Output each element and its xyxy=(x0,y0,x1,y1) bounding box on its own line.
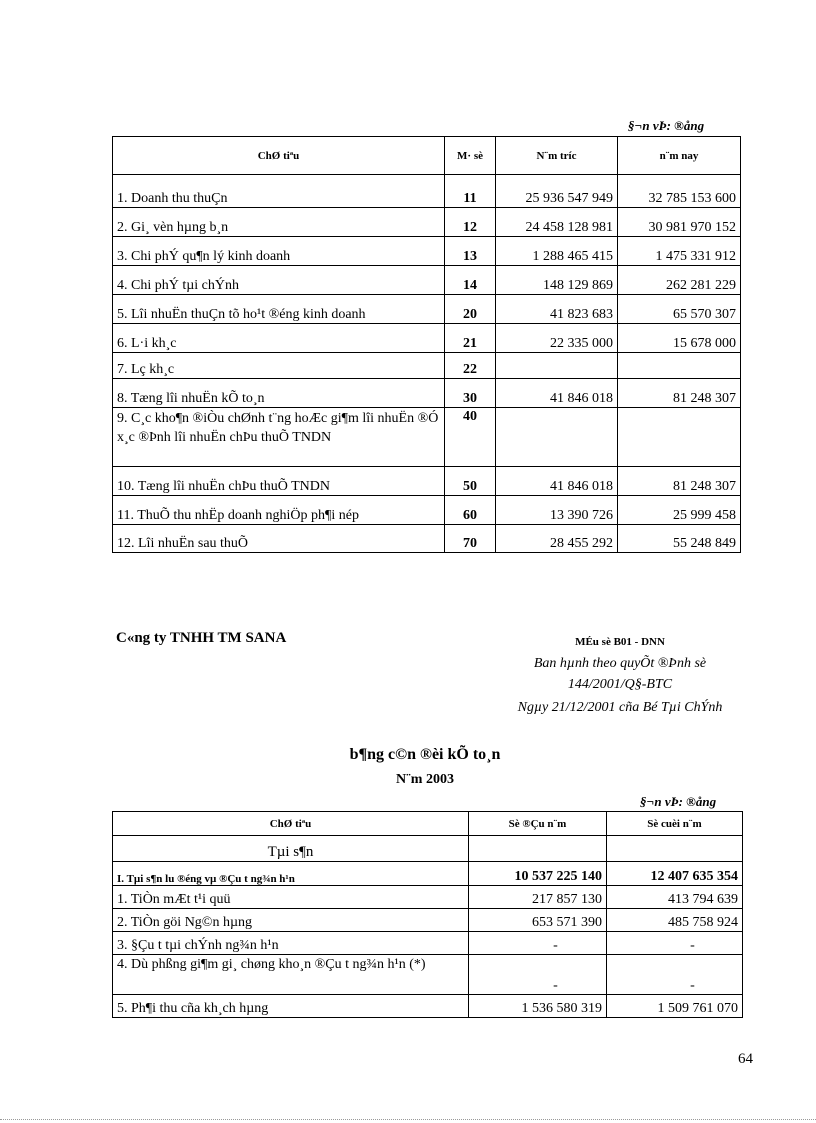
row-curr: 32 785 153 600 xyxy=(618,175,741,208)
header-indicator: ChØ tiªu xyxy=(113,812,469,836)
table-row xyxy=(113,266,741,295)
table-row xyxy=(113,932,743,955)
row-curr: 262 281 229 xyxy=(618,266,741,295)
row-name: 11. ThuÕ thu nhËp doanh nghiÖp ph¶i nép xyxy=(113,496,445,525)
table-row xyxy=(113,324,741,353)
table-row xyxy=(113,237,741,266)
header-indicator: ChØ tiªu xyxy=(113,137,445,175)
row-curr: 1 475 331 912 xyxy=(618,237,741,266)
row-name: 12. Lîi nhuËn sau thuÕ xyxy=(113,525,445,553)
balance-sheet-table xyxy=(112,811,743,1018)
row-code: 11 xyxy=(445,175,496,208)
row-name: 10. Tæng lîi nhuËn chÞu thuÕ TNDN xyxy=(113,467,445,496)
header-previous-year: N¨m tríc xyxy=(496,137,618,175)
row-name: 3. §Çu t tµi chÝnh ng¾n h¹n xyxy=(113,932,469,955)
row-end: 12 407 635 354 xyxy=(607,862,743,886)
row-code: 20 xyxy=(445,295,496,324)
row-prev: 22 335 000 xyxy=(496,324,618,353)
row-prev: 1 288 465 415 xyxy=(496,237,618,266)
row-name: 8. Tæng lîi nhuËn kÕ to¸n xyxy=(113,379,445,408)
row-prev: 41 823 683 xyxy=(496,295,618,324)
row-start: - xyxy=(469,955,607,995)
row-name: 4. Chi phÝ tµi chÝnh xyxy=(113,266,445,295)
row-end: 485 758 924 xyxy=(607,909,743,932)
row-name: 7. Lç kh¸c xyxy=(113,353,445,379)
row-name: 5. Ph¶i thu cña kh¸ch hµng xyxy=(113,995,469,1018)
row-code: 30 xyxy=(445,379,496,408)
assets-section-label: Tµi s¶n xyxy=(113,836,469,862)
empty-cell xyxy=(469,836,607,862)
table-row xyxy=(113,208,741,237)
row-name: 6. L·i kh¸c xyxy=(113,324,445,353)
table-row xyxy=(113,862,743,886)
row-curr: 81 248 307 xyxy=(618,379,741,408)
header-end-of-year: Sè cuèi n¨m xyxy=(607,812,743,836)
form-decision-number: 144/2001/Q§-BTC xyxy=(567,677,673,692)
row-code: 40 xyxy=(445,408,496,467)
row-name: 1. Doanh thu thuÇn xyxy=(113,175,445,208)
table-row xyxy=(113,467,741,496)
row-name: 1. TiÒn mÆt t¹i quü xyxy=(113,886,469,909)
row-name: 9. C¸c kho¶n ®iÒu chØnh t¨ng hoÆc gi¶m lîi nhuËn ®Ó x¸c ®Þnh lîi nhuËn chÞu thuÕ TNDN xyxy=(113,408,445,467)
table-row xyxy=(113,295,741,324)
balance-sheet-title: b¶ng c©n ®èi kÕ to¸n xyxy=(349,746,501,763)
page-number: 64 xyxy=(738,1051,753,1067)
row-code: 13 xyxy=(445,237,496,266)
row-curr: 30 981 970 152 xyxy=(618,208,741,237)
row-code: 12 xyxy=(445,208,496,237)
row-name: 4. Dù phßng gi¶m gi¸ chøng kho¸n ®Çu t ng¾n h¹n (*) xyxy=(113,955,469,995)
row-code: 60 xyxy=(445,496,496,525)
row-name: I. Tµi s¶n lu ®éng vµ ®Çu t ng¾n h¹n xyxy=(113,862,469,886)
header-start-of-year: Sè ®Çu n¨m xyxy=(469,812,607,836)
table-row xyxy=(113,175,741,208)
table-row xyxy=(113,496,741,525)
top-unit-label: §¬n vÞ: ®ång xyxy=(628,118,705,133)
row-code: 21 xyxy=(445,324,496,353)
table-row xyxy=(113,955,743,995)
row-code: 50 xyxy=(445,467,496,496)
row-start: 10 537 225 140 xyxy=(469,862,607,886)
row-prev: 28 455 292 xyxy=(496,525,618,553)
row-prev: 41 846 018 xyxy=(496,467,618,496)
table-row xyxy=(113,408,741,467)
row-curr xyxy=(618,353,741,379)
row-start: 1 536 580 319 xyxy=(469,995,607,1018)
header-code: M· sè xyxy=(445,137,496,175)
bottom-unit-label: §¬n vÞ: ®ång xyxy=(640,794,717,809)
table-row xyxy=(113,379,741,408)
row-curr: 15 678 000 xyxy=(618,324,741,353)
form-info xyxy=(470,632,770,718)
row-end: 413 794 639 xyxy=(607,886,743,909)
company-name: C«ng ty TNHH TM SANA xyxy=(116,630,287,646)
row-curr: 65 570 307 xyxy=(618,295,741,324)
table-row xyxy=(113,836,743,862)
table-row xyxy=(113,886,743,909)
row-start: - xyxy=(469,932,607,955)
table-row xyxy=(113,353,741,379)
row-end: - xyxy=(607,932,743,955)
form-code: MÉu sè B01 - DNN xyxy=(575,636,665,648)
row-name: 2. Gi¸ vèn hµng b¸n xyxy=(113,208,445,237)
row-prev: 148 129 869 xyxy=(496,266,618,295)
row-end: - xyxy=(607,955,743,995)
row-code: 22 xyxy=(445,353,496,379)
row-name: 2. TiÒn göi Ng©n hµng xyxy=(113,909,469,932)
page-bottom-divider xyxy=(0,1119,816,1120)
row-curr: 55 248 849 xyxy=(618,525,741,553)
income-statement-table xyxy=(112,136,741,553)
row-prev xyxy=(496,408,618,467)
empty-cell xyxy=(607,836,743,862)
form-decision-date: Ngµy 21/12/2001 cña Bé Tµi ChÝnh xyxy=(517,700,723,715)
row-prev: 25 936 547 949 xyxy=(496,175,618,208)
row-curr: 81 248 307 xyxy=(618,467,741,496)
header-this-year: n¨m nay xyxy=(618,137,741,175)
row-prev: 13 390 726 xyxy=(496,496,618,525)
row-curr: 25 999 458 xyxy=(618,496,741,525)
table-row xyxy=(113,525,741,553)
row-start: 217 857 130 xyxy=(469,886,607,909)
row-end: 1 509 761 070 xyxy=(607,995,743,1018)
row-start: 653 571 390 xyxy=(469,909,607,932)
row-prev xyxy=(496,353,618,379)
row-name: 5. Lîi nhuËn thuÇn tõ ho¹t ®éng kinh doanh xyxy=(113,295,445,324)
row-code: 70 xyxy=(445,525,496,553)
row-curr xyxy=(618,408,741,467)
table-row xyxy=(113,995,743,1018)
table-row xyxy=(113,909,743,932)
form-decision-line: Ban hµnh theo quyÕt ®Þnh sè xyxy=(533,656,707,671)
balance-sheet-year: N¨m 2003 xyxy=(396,772,454,787)
row-prev: 24 458 128 981 xyxy=(496,208,618,237)
row-code: 14 xyxy=(445,266,496,295)
row-prev: 41 846 018 xyxy=(496,379,618,408)
row-name: 3. Chi phÝ qu¶n lý kinh doanh xyxy=(113,237,445,266)
